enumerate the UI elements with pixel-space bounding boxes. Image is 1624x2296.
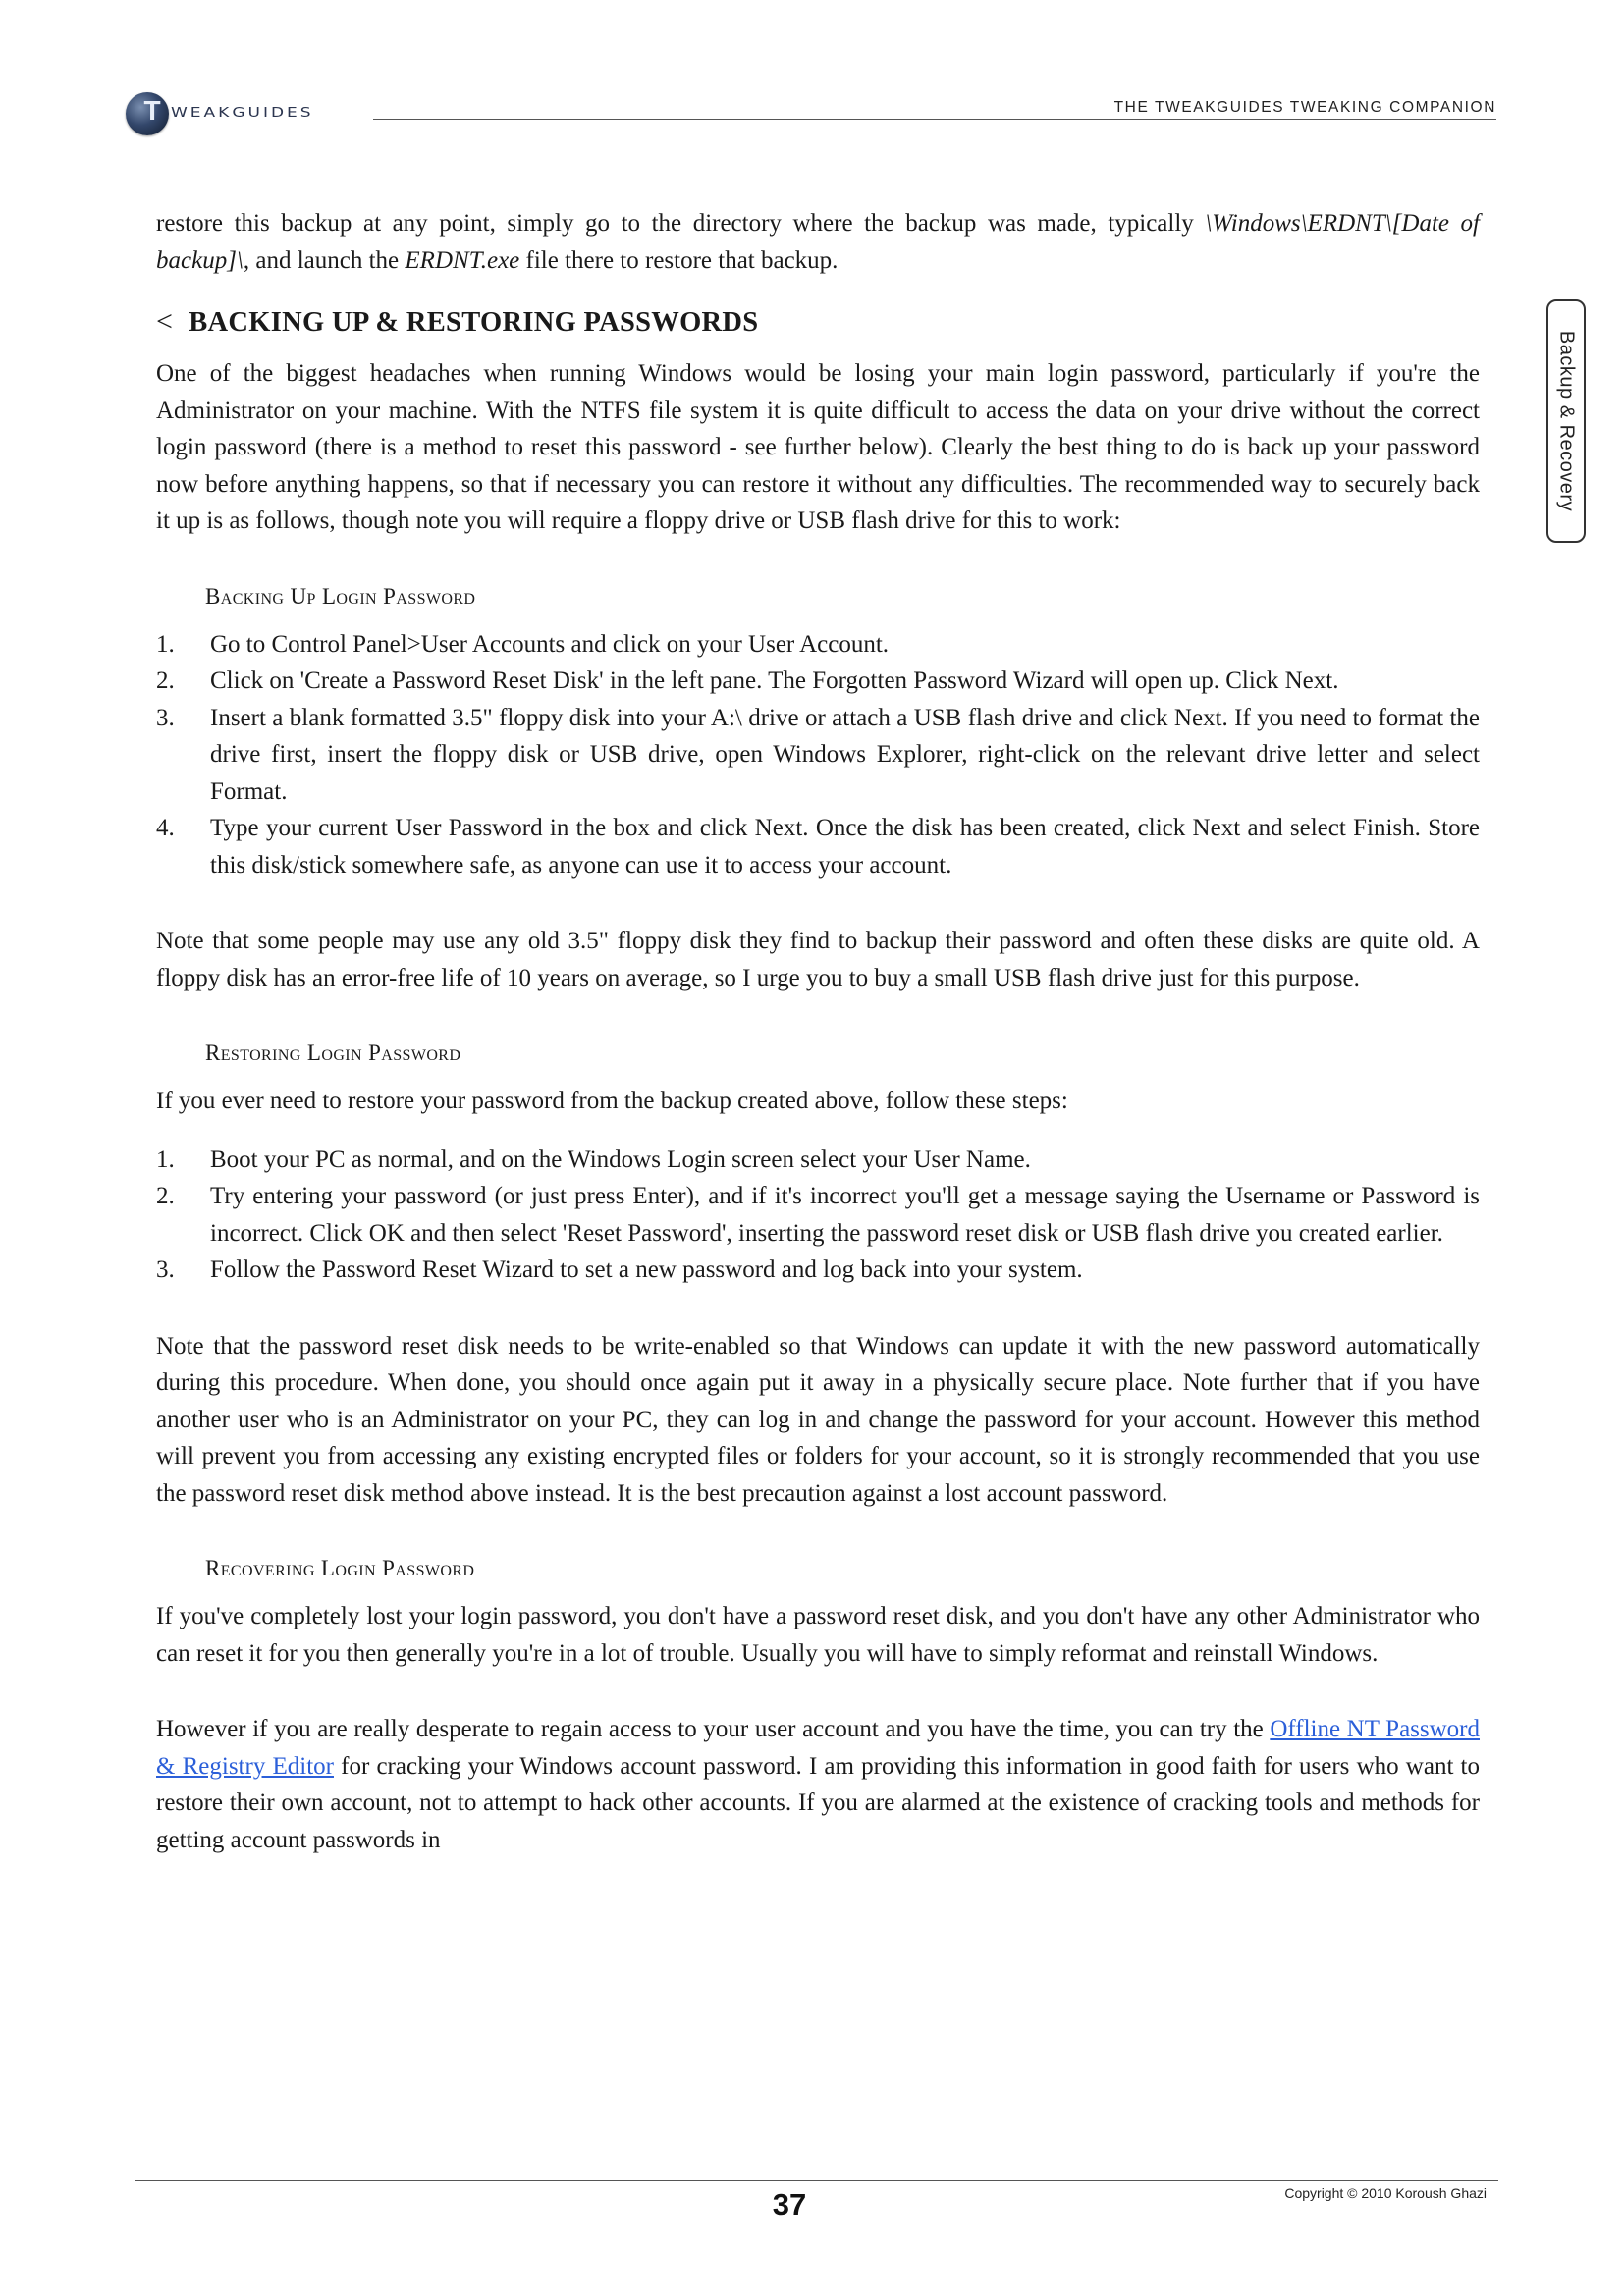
list-item [156, 700, 1480, 811]
recovering-text-after-link: for cracking your Windows account password. I am providing this information in good faith for users who want to restore their own account, not to attempt to hack other accounts. If you are alarmed at the existence of cracking tools and methods for getting account passwords in [156, 1752, 1480, 1853]
list-item-number: 4. [156, 815, 175, 841]
page-number: 37 [772, 2187, 807, 2221]
page-content [156, 205, 1480, 1858]
list-item-text: Type your current User Password in the box and click Next. Once the disk has been created, click Next and select Finish. Store this disk/stick somewhere safe, as anyone can use it to access your account. [210, 815, 1480, 879]
intro-paragraph [156, 205, 1480, 279]
intro-path: \Windows\ERDNT\[Date of backup]\ [156, 210, 1480, 274]
list-item-number: 1. [156, 1146, 175, 1173]
restoring-intro: If you ever need to restore your password from the backup created above, follow these steps: [156, 1088, 1068, 1114]
list-item [156, 626, 1480, 664]
footer-copyright: Copyright © 2010 Koroush Ghazi [1284, 2185, 1487, 2201]
section-intro-paragraph: One of the biggest headaches when running Windows would be losing your main login password, particularly if you're the Administrator on your machine. With the NTFS file system it is quite difficult to access the data on your drive without the correct login password (there is a method to reset this password - see further below). Clearly the best thing to do is back up your password now before anything happens, so that if necessary you can restore it without any difficulties. The recommended way to securely back it up is as follows, though note you will require a floppy drive or USB flash drive for this to work: [156, 360, 1480, 534]
header-divider [373, 119, 1496, 120]
list-item-number: 1. [156, 630, 175, 658]
list-item-number: 2. [156, 1183, 175, 1209]
logo-letter: T [143, 95, 161, 126]
intro-text-2: , and launch the [243, 246, 406, 274]
section-heading [156, 298, 1480, 347]
backing-up-steps [156, 626, 1480, 884]
intro-text-3: file there to restore that backup. [519, 246, 839, 274]
backing-up-note: Note that some people may use any old 3.5" floppy disk they find to backup their password and often these disks are quite old. A floppy disk has an error-free life of 10 years on average, so I urge you to buy a small USB flash drive just for this purpose. [156, 928, 1480, 991]
list-item [156, 1142, 1480, 1179]
chapter-side-tab-label: Backup & Recovery [1555, 330, 1578, 512]
restoring-steps [156, 1142, 1480, 1289]
recovering-text-before-link: However if you are really desperate to regain access to your user account and you have the time, you can try the [156, 1716, 1271, 1742]
restoring-heading: Restoring Login Password [205, 1041, 461, 1065]
list-item-text: Boot your PC as normal, and on the Windows Login screen select your User Name. [210, 1146, 1031, 1173]
recovering-heading: Recovering Login Password [205, 1556, 475, 1580]
list-item-text: Try entering your password (or just press Enter), and if it's incorrect you'll get a message saying the Username or Password is incorrect. Click OK and then select 'Reset Password', inserting the password reset disk or USB flash drive you created earlier. [210, 1183, 1480, 1247]
list-item-number: 3. [156, 704, 175, 731]
footer-divider [135, 2180, 1498, 2181]
recovering-paragraph-2 [156, 1711, 1480, 1858]
list-item-number: 2. [156, 667, 175, 694]
header-title: THE TWEAKGUIDES TWEAKING COMPANION [1113, 99, 1496, 116]
list-item-text: Follow the Password Reset Wizard to set a new password and log back into your system. [210, 1256, 1083, 1283]
restoring-note: Note that the password reset disk needs to be write-enabled so that Windows can update it with the new password automatically during this procedure. When done, you should once again put it away in a physically secure place. Note further that if you have another user who is an Administrator on your PC, they can log in and change the password for your account. However this method will prevent you from accessing any existing encrypted files or folders for your account, so it is strongly recommended that you use the password reset disk method above instead. It is the best precaution against a lost account password. [156, 1332, 1480, 1507]
intro-text-1: restore this backup at any point, simply go to the directory where the backup was made, typically [156, 210, 1206, 237]
list-item [156, 1178, 1480, 1252]
chapter-side-tab [1546, 299, 1586, 543]
list-item-number: 3. [156, 1256, 175, 1283]
offline-nt-password-link[interactable]: Offline NT Password & Registry Editor [156, 1716, 1480, 1780]
list-item [156, 810, 1480, 883]
logo-text: WEAKGUIDES [171, 105, 314, 121]
backing-up-heading: Backing Up Login Password [205, 583, 476, 609]
list-item [156, 663, 1480, 700]
intro-exe: ERDNT.exe [405, 246, 520, 274]
list-item-text: Insert a blank formatted 3.5" floppy disk into your A:\ drive or attach a USB flash drive and click Next. If you need to format the drive first, insert the floppy disk or USB drive, open Windows Explorer, right-click on the relevant drive letter and select Format. [210, 704, 1480, 805]
list-item-text: Go to Control Panel>User Accounts and click on your User Account. [210, 630, 890, 658]
recovering-paragraph-1: If you've completely lost your login password, you don't have a password reset disk, and you don't have any other Administrator who can reset it for you then generally you're in a lot of trouble. Usually you will have to simply reformat and reinstall Windows. [156, 1603, 1480, 1667]
section-chevron-icon: < [156, 305, 174, 338]
section-title: BACKING UP & RESTORING PASSWORDS [189, 307, 759, 338]
list-item [156, 1252, 1480, 1289]
list-item-text: Click on 'Create a Password Reset Disk' in the left pane. The Forgotten Password Wizard will open up. Click Next. [210, 667, 1339, 694]
